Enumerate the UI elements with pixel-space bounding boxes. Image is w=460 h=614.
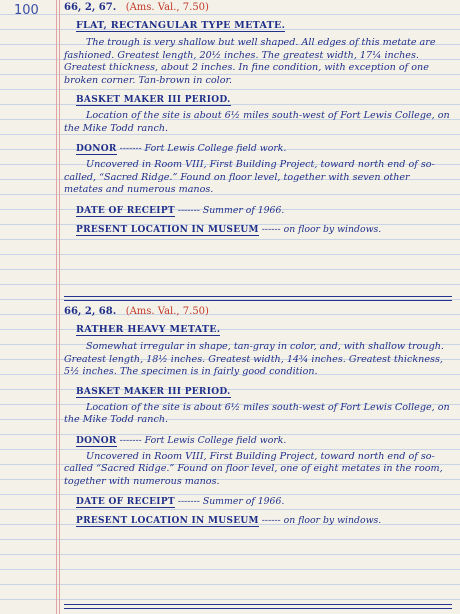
catalog-entry — [64, 306, 450, 526]
entry-header — [64, 306, 450, 317]
receipt-line: DATE OF RECEIPT ------- Summer of 1966. — [76, 204, 285, 216]
appraised-value: (Ams. Val., 7.50) — [125, 2, 209, 13]
find-context: Uncovered in Room VIII, First Building Project, toward north end of so-called, “Sacred Ridge.” Found on floor level, together with seven other metates and numerous manos. — [64, 159, 435, 195]
donor-label: DONOR — [76, 435, 117, 446]
site-location: Location of the site is about 6½ miles south-west of Fort Lewis College, on the Mike Todd ranch. — [64, 401, 450, 425]
period-heading: BASKET MAKER III PERIOD. — [76, 95, 231, 105]
artifact-title: FLAT, RECTANGULAR TYPE METATE. — [76, 20, 286, 31]
donor-line: DONOR ------- Fort Lewis College field work. — [76, 143, 287, 154]
museum-location-value: on floor by windows. — [283, 515, 382, 526]
catalog-entry — [64, 2, 450, 235]
page-number: 100 — [14, 3, 39, 18]
donor-label: DONOR — [76, 144, 117, 154]
receipt-value: Summer of 1966. — [202, 496, 285, 507]
museum-location-line: PRESENT LOCATION IN MUSEUM ------ on floor by windows. — [76, 515, 382, 526]
donor-value: Fort Lewis College field work. — [144, 434, 287, 446]
period-heading: BASKET MAKER III PERIOD. — [76, 386, 231, 397]
entry-divider — [64, 604, 452, 609]
museum-location-label: PRESENT LOCATION IN MUSEUM — [76, 224, 259, 235]
appraised-value: (Ams. Val., 7.50) — [125, 306, 209, 317]
museum-location-value: on floor by windows. — [283, 223, 382, 235]
artifact-description: Somewhat irregular in shape, tan-gray in color, and, with shallow trough. Greatest length, 18½ inches. Greatest width, 14¾ inches. Greatest thickness, 5½ inches. The specimen is in fairly good condition. — [64, 341, 444, 377]
museum-location-line: PRESENT LOCATION IN MUSEUM ------ on floor by windows. — [76, 223, 382, 235]
artifact-description: The trough is very shallow but well shaped. All edges of this metate are fashioned. Greatest length, 20½ inches. The greatest width, 17¼ inches. Greatest thickness, about 2 inches. In fine condition, with exception of one broken corner. Tan-brown in color. — [64, 37, 436, 86]
entry-divider — [64, 296, 452, 301]
site-location: Location of the site is about 6½ miles south-west of Fort Lewis College, on the Mike Todd ranch. — [64, 110, 450, 134]
margin-line — [56, 0, 57, 614]
museum-location-label: PRESENT LOCATION IN MUSEUM — [76, 516, 259, 526]
find-context: Uncovered in Room VIII, First Building Project, toward north end of so-called “Sacred Ridge.” Found on floor level, one of eight metates in the room, together with numerous manos. — [64, 450, 443, 487]
receipt-label: DATE OF RECEIPT — [76, 205, 175, 216]
margin-line — [59, 0, 60, 614]
donor-line: DONOR ------- Fort Lewis College field work. — [76, 434, 287, 446]
entry-header — [64, 2, 450, 13]
receipt-value: Summer of 1966. — [202, 204, 285, 216]
receipt-line: DATE OF RECEIPT ------- Summer of 1966. — [76, 496, 285, 507]
catalog-number: 66, 2, 67. — [64, 2, 117, 13]
artifact-title: RATHER HEAVY METATE. — [76, 324, 221, 335]
receipt-label: DATE OF RECEIPT — [76, 497, 175, 507]
donor-value: Fort Lewis College field work. — [144, 143, 287, 154]
catalog-number: 66, 2, 68. — [64, 306, 117, 317]
